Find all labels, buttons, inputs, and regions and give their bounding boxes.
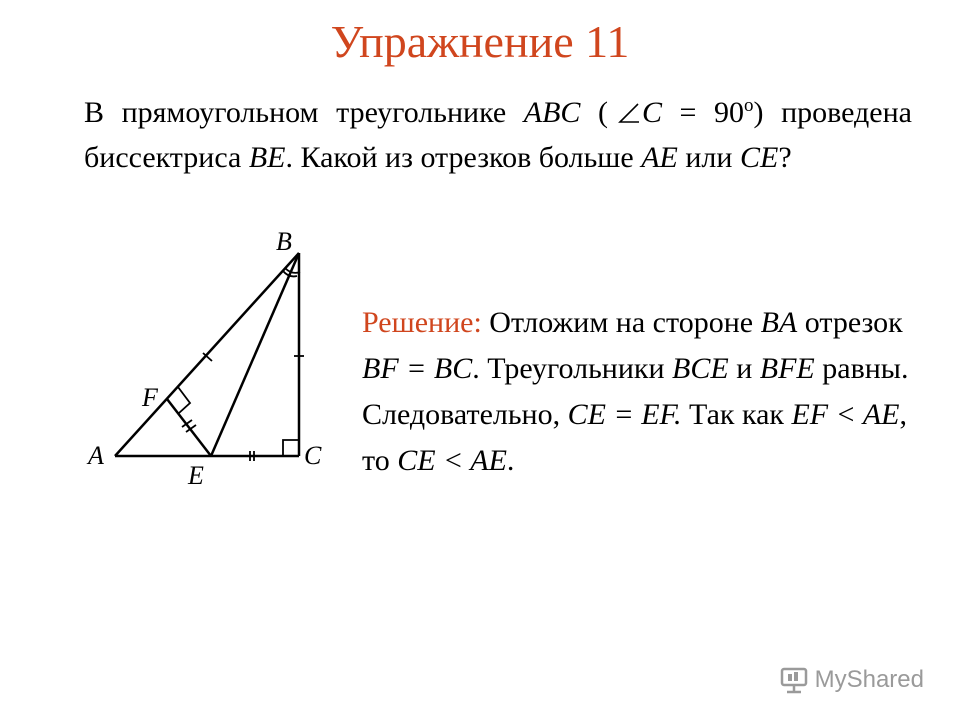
solution-var: BA: [760, 306, 798, 339]
problem-text: ) проведена биссектриса: [84, 96, 912, 174]
segment-ce: CE: [739, 141, 779, 174]
angle-vertex: C: [641, 96, 662, 129]
problem-text: . Какой из отрезков больше: [285, 141, 642, 174]
bisector-name: BE: [248, 141, 286, 174]
solution-label: Решение:: [362, 306, 482, 339]
solution-text: [362, 300, 914, 484]
solution-part: отрезок: [797, 306, 903, 339]
solution-part: Отложим на стороне: [481, 306, 761, 339]
problem-text: или: [677, 141, 740, 174]
degree-mark: o: [744, 95, 754, 116]
problem-text: = 90: [662, 96, 745, 129]
solution-part: . Треугольники: [472, 352, 673, 385]
solution-part: и: [728, 352, 760, 385]
problem-text: В прямоугольном треугольнике: [84, 96, 524, 129]
vertex-label-f: F: [142, 383, 158, 412]
solution-var: BFE: [759, 352, 815, 385]
problem-text: ?: [778, 141, 792, 174]
solution-var: BCE: [672, 352, 729, 385]
segment-fe: [167, 399, 211, 456]
triangle-figure: [84, 222, 344, 492]
right-angle-mark-c: [283, 440, 299, 456]
vertex-label-a: A: [88, 441, 104, 470]
vertex-label-e: E: [188, 461, 204, 490]
right-angle-mark-f: [178, 387, 190, 413]
vertex-label-b: B: [276, 227, 292, 256]
solution-part: , то: [362, 398, 907, 477]
segment-ae: AE: [641, 141, 678, 174]
solution-part: равны. Следовательно,: [362, 352, 909, 431]
watermark: [779, 666, 924, 694]
bisector-be: [211, 253, 299, 456]
presentation-board-icon: [779, 666, 809, 694]
solution-var: EF < AE: [791, 398, 900, 431]
watermark-text: MyShared: [814, 666, 924, 693]
vertex-label-c: C: [304, 441, 322, 470]
problem-text: (: [580, 96, 608, 129]
triangle-name: ABC: [523, 96, 581, 129]
problem-statement: [84, 90, 912, 180]
slide-title: Упражнение 11: [330, 16, 630, 67]
side-ab: [115, 253, 299, 456]
solution-part: .: [506, 444, 515, 477]
solution-var: CE = EF.: [567, 398, 682, 431]
solution-part: Так как: [681, 398, 792, 431]
solution-var: CE < AE: [397, 444, 507, 477]
angle-icon: [618, 102, 640, 124]
solution-var: BF = BC: [362, 352, 473, 385]
